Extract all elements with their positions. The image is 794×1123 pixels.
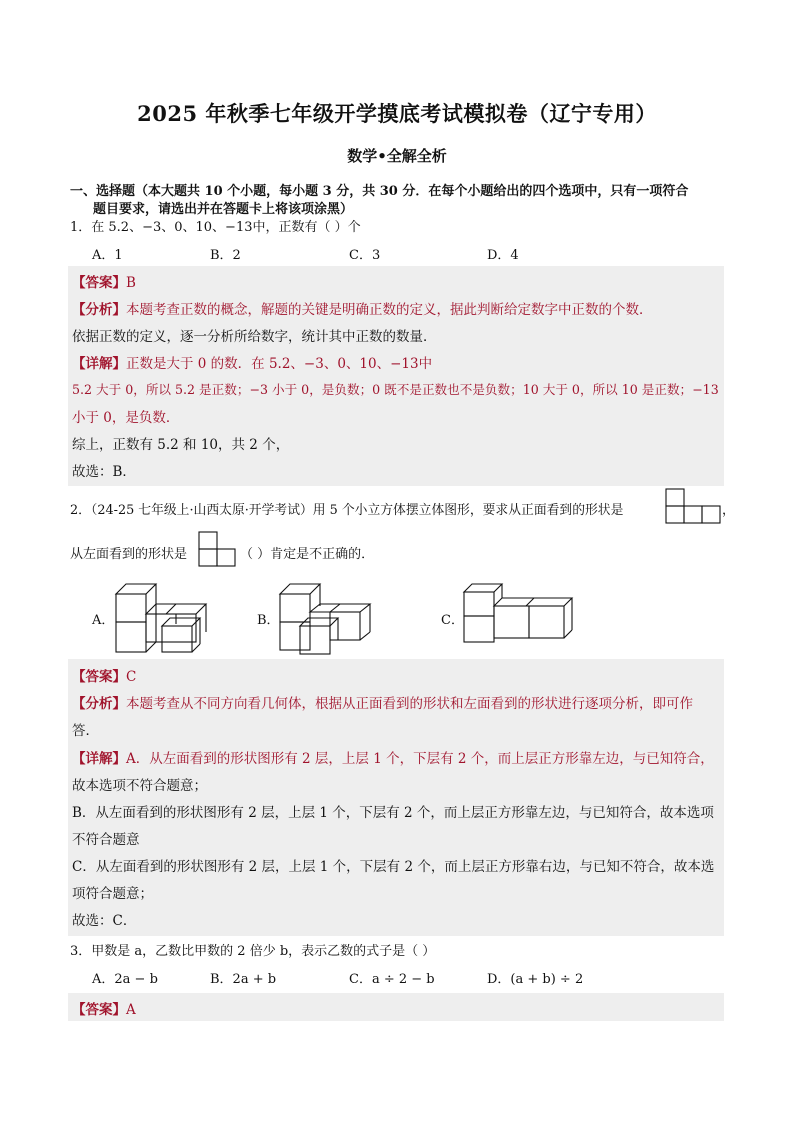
q2-detail-line4: 不符合题意 <box>72 832 140 848</box>
analysis-text: 本题考查正数的概念，解题的关键是明确正数的定义，据此判断给定数字中正数的个数． <box>126 302 653 318</box>
q3-answer <box>72 998 136 1018</box>
q2-stem-line1-end: ， <box>722 503 736 518</box>
q3-stem: 3．甲数是 a，乙数比甲数的 2 倍少 b，表示乙数的式子是（ ） <box>70 944 436 959</box>
q2-detail <box>72 747 714 767</box>
q2-option-c-label: C． <box>441 613 464 628</box>
analysis-tag: 【分析】 <box>72 302 126 318</box>
q1-detail-line4: 综上，正数有 5.2 和 10，共 2 个， <box>72 437 290 453</box>
q2-stem-line1: 2．（24-25 七年级上·山西太原·开学考试）用 5 个小立方体摆立体图形，要求从正面看到的形状是 <box>70 503 624 518</box>
q1-option-c: C．3 <box>349 248 381 263</box>
q2-option-c-figure <box>462 578 574 644</box>
page-title: 2025 年秋季七年级开学摸底考试模拟卷（辽宁专用） <box>137 101 657 126</box>
q2-option-b-label: B． <box>257 613 280 628</box>
front-view-figure <box>665 488 721 524</box>
q1-detail <box>72 352 432 372</box>
answer-value: C <box>126 669 137 685</box>
q2-detail-line7: 故选：C． <box>72 913 137 929</box>
q1-detail-line3: 小于 0，是负数． <box>72 410 180 426</box>
q2-detail-line6: 项符合题意； <box>72 886 153 902</box>
q2-option-a-figure <box>114 576 210 656</box>
detail-tag: 【详解】 <box>72 356 126 372</box>
q3-option-a: A．2a − b <box>92 972 158 987</box>
analysis-text: 本题考查从不同方向看几何体，根据从正面看到的形状和左面看到的形状进行逐项分析，即可作 <box>126 696 693 712</box>
q3-answer-block <box>68 993 724 1021</box>
answer-value: A <box>126 1002 136 1018</box>
q1-analysis <box>72 298 653 318</box>
detail-text: 正数是大于 0 的数．在 5.2、−3、0、10、−13中 <box>126 356 433 372</box>
answer-value: B <box>126 275 136 291</box>
detail-text: A．从左面看到的形状图形有 2 层，上层 1 个，下层有 2 个，而上层正方形靠左边，与已知符合， <box>126 751 714 767</box>
q1-option-d: D．4 <box>487 248 519 263</box>
answer-tag: 【答案】 <box>72 275 126 291</box>
section-heading-line2: 题目要求，请选出并在答题卡上将该项涂黑） <box>93 202 354 217</box>
q2-analysis-line2: 答． <box>72 723 99 739</box>
q1-detail-line2: 5.2 大于 0，所以 5.2 是正数；−3 小于 0，是负数；0 既不是正数也不是负数；10 大于 0，所以 10 是正数；−13 <box>72 382 719 397</box>
q2-stem-line2a: 从左面看到的形状是 <box>70 547 188 562</box>
q2-detail-line2: 故本选项不符合题意； <box>72 778 207 794</box>
q2-stem-line2b: （ ）肯定是不正确的． <box>240 547 375 562</box>
q2-analysis <box>72 692 693 712</box>
page-subtitle: 数学•全解全析 <box>347 147 447 165</box>
q2-answer <box>72 665 136 685</box>
section-heading-line1: 一、选择题（本大题共 10 个小题，每小题 3 分，共 30 分．在每个小题给出的四个选项中，只有一项符合 <box>70 184 689 199</box>
q3-option-d: D．(a + b) ÷ 2 <box>487 972 584 987</box>
q3-option-b: B．2a + b <box>210 972 277 987</box>
answer-tag: 【答案】 <box>72 669 126 685</box>
q2-detail-line5: C．从左面看到的形状图形有 2 层，上层 1 个，下层有 2 个，而上层正方形靠右边，与已知不符合，故本选 <box>72 859 715 875</box>
q2-option-b-figure <box>278 576 374 656</box>
q1-analysis-line2: 依据正数的定义，逐一分析所给数字，统计其中正数的数量． <box>72 329 437 345</box>
detail-tag: 【详解】 <box>72 751 126 767</box>
q1-answer <box>72 271 136 291</box>
q1-option-a: A．1 <box>92 248 123 263</box>
q3-option-c: C．a ÷ 2 − b <box>349 972 435 987</box>
q1-stem: 1．在 5.2、−3、0、10、−13中，正数有（ ）个 <box>70 220 361 235</box>
q2-option-a-label: A． <box>92 613 115 628</box>
q2-detail-line3: B．从左面看到的形状图形有 2 层，上层 1 个，下层有 2 个，而上层正方形靠左边，与已知符合，故本选项 <box>72 805 714 821</box>
answer-tag: 【答案】 <box>72 1002 126 1018</box>
q1-detail-line5: 故选：B． <box>72 464 136 480</box>
left-view-figure <box>198 531 236 567</box>
analysis-tag: 【分析】 <box>72 696 126 712</box>
q1-option-b: B．2 <box>210 248 241 263</box>
